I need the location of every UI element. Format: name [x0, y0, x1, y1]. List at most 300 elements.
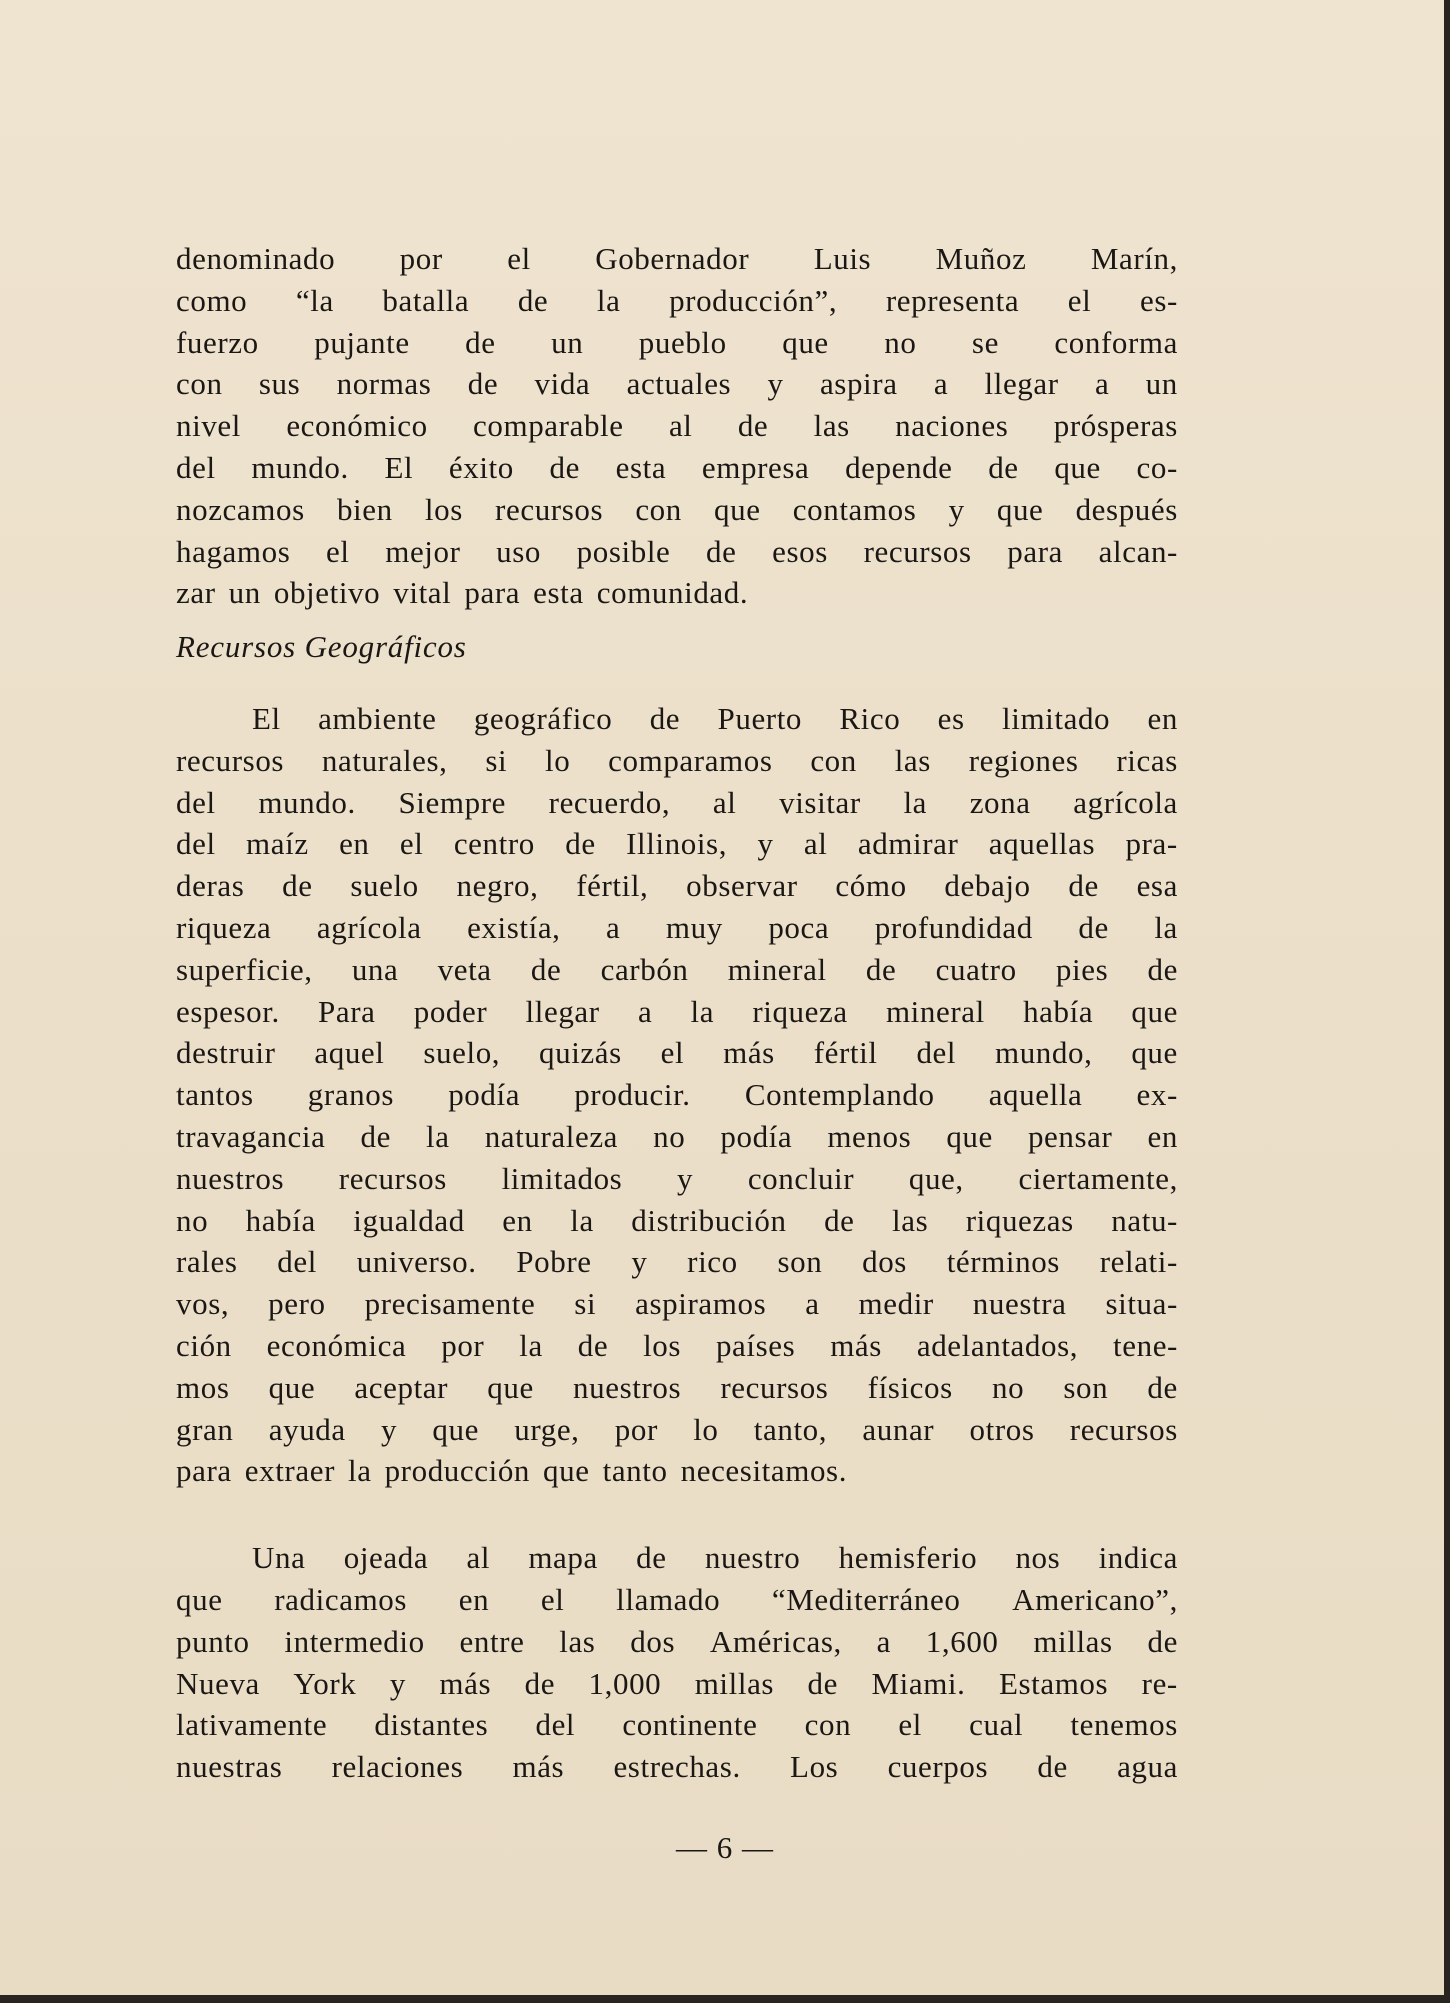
word: mineral [727, 951, 827, 987]
word: lativamente [176, 1707, 328, 1743]
word: económico [286, 408, 428, 444]
word: las [559, 1623, 596, 1659]
word: más [830, 1327, 882, 1363]
word: que [946, 1118, 993, 1154]
word: profundidad [874, 909, 1033, 945]
word: que [543, 1453, 590, 1489]
word: que [487, 1369, 534, 1405]
word: aceptar [354, 1369, 449, 1405]
word: naturaleza [484, 1118, 619, 1154]
word: universo. [356, 1244, 477, 1280]
word: nuestra [972, 1286, 1067, 1322]
word: el [540, 1581, 565, 1617]
word: poca [768, 909, 830, 945]
word: aquellas [988, 826, 1096, 862]
text-line [176, 823, 1178, 865]
word: riquezas [965, 1202, 1074, 1238]
text-line [176, 782, 1178, 824]
word: visitar [779, 784, 861, 820]
word: llamado [616, 1581, 721, 1617]
word: el [660, 1035, 685, 1071]
word: si [574, 1286, 597, 1322]
word: recursos [176, 742, 285, 778]
word: medir [858, 1286, 934, 1322]
word: alcan- [1098, 533, 1178, 569]
word: tenemos [1070, 1707, 1178, 1743]
word: 1,600 [925, 1623, 999, 1659]
word: Para [318, 993, 376, 1029]
word: Siempre [398, 784, 506, 820]
word: naciones [895, 408, 1009, 444]
word: granos [307, 1077, 395, 1113]
word: suelo, [423, 1035, 501, 1071]
word: co- [1136, 449, 1178, 485]
word: naturales, [321, 742, 448, 778]
text-line [176, 1367, 1178, 1409]
word: nos [1015, 1540, 1061, 1576]
word: mapa [528, 1540, 598, 1576]
word: económica [266, 1327, 407, 1363]
word: llegar [984, 366, 1059, 402]
word: vida [534, 366, 591, 402]
word: de [524, 1665, 556, 1701]
word: suelo [350, 868, 419, 904]
word: ayuda [268, 1411, 346, 1447]
word: nuestras [176, 1749, 283, 1785]
word: superficie, [176, 951, 313, 987]
word: distribución [631, 1202, 787, 1238]
text-line [176, 1074, 1178, 1116]
section-heading: Recursos Geográficos [176, 629, 467, 665]
word: nozcamos [176, 491, 305, 527]
word: el [898, 1707, 922, 1743]
word: Gobernador [595, 241, 750, 276]
word: para [464, 575, 521, 611]
word: situa- [1105, 1286, 1178, 1322]
word: entre [459, 1623, 525, 1659]
word: limitado [1002, 700, 1111, 736]
word: y [677, 1160, 694, 1196]
word: cuerpos [887, 1749, 989, 1785]
word: de [649, 700, 681, 736]
word: existía, [467, 909, 561, 945]
text-line [176, 991, 1178, 1033]
word: aspiramos [635, 1286, 767, 1322]
word: negro, [456, 868, 539, 904]
word: que, [908, 1160, 964, 1196]
word: producción”, [669, 282, 838, 318]
word: a [637, 993, 653, 1029]
word: denominado [176, 241, 336, 276]
text-line [176, 1158, 1178, 1200]
paragraph [176, 238, 1178, 614]
text-line [176, 907, 1178, 949]
text-line [176, 1409, 1178, 1451]
word: Luis [813, 241, 872, 276]
word: de [549, 449, 580, 485]
word: mundo. [258, 784, 356, 820]
word: veta [437, 951, 492, 987]
word: nivel [176, 408, 241, 444]
word: en [339, 826, 370, 862]
word: el [326, 533, 350, 569]
word: y [389, 1665, 406, 1701]
word: Nueva [176, 1665, 260, 1701]
word: países [715, 1327, 796, 1363]
word: la [519, 1327, 543, 1363]
word: lo [545, 742, 571, 778]
word: para [176, 1453, 232, 1489]
word: que [714, 491, 761, 527]
word: que [268, 1369, 316, 1405]
word: actuales [626, 366, 732, 402]
word: no [884, 324, 917, 360]
word: y [948, 491, 965, 527]
word: producir. [574, 1077, 691, 1113]
word: Americano”, [1012, 1581, 1178, 1617]
word: posible [576, 533, 671, 569]
word: adelantados, [916, 1327, 1079, 1363]
word: El [384, 449, 414, 485]
word: en [502, 1202, 533, 1238]
word: lo [693, 1411, 719, 1447]
word: comparable [473, 408, 624, 444]
word: extraer [244, 1453, 335, 1489]
word: esos [772, 533, 828, 569]
word: Estamos [998, 1665, 1109, 1701]
word: la [1154, 909, 1178, 945]
word: de [865, 951, 897, 987]
word: del [176, 826, 216, 862]
text-line [176, 405, 1178, 447]
word: fértil [813, 1035, 878, 1071]
word: de [360, 1118, 391, 1154]
word: tanto [602, 1453, 668, 1489]
text-line [176, 322, 1178, 364]
text-line [176, 489, 1178, 531]
text-line [176, 740, 1178, 782]
word: de [1068, 868, 1099, 904]
word: la [426, 1118, 450, 1154]
word: esa [1136, 868, 1178, 904]
text-line [176, 1241, 1178, 1283]
paragraph [176, 698, 1178, 1492]
word: son [777, 1244, 823, 1280]
word: nuestro [704, 1540, 801, 1576]
word: zar [176, 575, 216, 611]
word: la [690, 993, 715, 1029]
word: bien [336, 491, 393, 527]
word: como [176, 282, 248, 318]
word: muy [665, 909, 723, 945]
page-bottom-edge [0, 1995, 1450, 2003]
text-line [176, 572, 1178, 614]
word: un [228, 575, 261, 611]
word: Contemplando [744, 1077, 935, 1113]
word: nuestros [176, 1160, 285, 1196]
text-line [176, 1663, 1178, 1705]
word: continente [622, 1707, 758, 1743]
word: de [467, 366, 499, 402]
word: millas [1033, 1623, 1113, 1659]
word: Marín, [1090, 241, 1178, 276]
word: de [517, 282, 549, 318]
word: la [596, 282, 621, 318]
word: vital [393, 575, 452, 611]
word: intermedio [284, 1623, 425, 1659]
word: comparamos [608, 742, 773, 778]
word: aquella [988, 1077, 1083, 1113]
word: recursos [863, 533, 972, 569]
word: depende [845, 449, 953, 485]
word: por [441, 1327, 485, 1363]
word: con [635, 491, 682, 527]
word: había [1023, 993, 1094, 1029]
word: 1,000 [588, 1665, 662, 1701]
word: al [668, 408, 693, 444]
word: Puerto [717, 700, 803, 736]
word: necesitamos. [680, 1453, 848, 1489]
word: Pobre [516, 1244, 592, 1280]
intro-paragraph [176, 238, 1178, 614]
word: que [782, 324, 829, 360]
word: de [1078, 909, 1109, 945]
word: rales [176, 1244, 238, 1280]
word: geográfico [473, 700, 613, 736]
word: de [1147, 1369, 1178, 1405]
word: términos [946, 1244, 1060, 1280]
text-line [176, 1200, 1178, 1242]
word: con [804, 1707, 852, 1743]
word: que [176, 1581, 223, 1617]
word: aspira [819, 366, 898, 402]
word: hagamos [176, 533, 291, 569]
word: hemisferio [838, 1540, 978, 1576]
text-line [176, 1621, 1178, 1663]
word: deras [176, 868, 245, 904]
paragraph-gap [176, 1492, 1178, 1537]
word: precisamente [364, 1286, 536, 1322]
word: las [894, 742, 931, 778]
word: rico [687, 1244, 738, 1280]
word: El [252, 700, 281, 736]
body-text [176, 238, 1178, 1788]
word: a [606, 909, 621, 945]
word: cómo [835, 868, 907, 904]
word: el [1067, 282, 1092, 318]
word: y [767, 366, 784, 402]
word: Américas, [709, 1623, 842, 1659]
text-line [176, 949, 1178, 991]
word: más [512, 1749, 565, 1785]
word: centro [453, 826, 535, 862]
word: no [176, 1202, 209, 1238]
word: agrícola [316, 909, 422, 945]
word: mundo. [251, 449, 349, 485]
word: cual [969, 1707, 1024, 1743]
word: esta [615, 449, 667, 485]
word: representa [885, 282, 1020, 318]
text-line [176, 698, 1178, 740]
text-line [176, 865, 1178, 907]
word: son [1063, 1369, 1109, 1405]
word: fértil, [576, 868, 649, 904]
word: quizás [539, 1035, 622, 1071]
word: las [813, 408, 850, 444]
word: contamos [792, 491, 917, 527]
word: a [805, 1286, 820, 1322]
word: de [988, 449, 1019, 485]
word: mejor [385, 533, 461, 569]
word: de [565, 826, 596, 862]
word: vos, [176, 1286, 230, 1322]
word: que [1131, 993, 1178, 1029]
word: Muñoz [935, 241, 1027, 276]
word: objetivo [273, 575, 381, 611]
word: pujante [314, 324, 410, 360]
word: concluir [747, 1160, 855, 1196]
word: esta [533, 575, 584, 611]
word: millas [694, 1665, 775, 1701]
word: de [706, 533, 737, 569]
word: de [577, 1327, 609, 1363]
word: los [643, 1327, 682, 1363]
word: en [1147, 1118, 1178, 1154]
word: ambiente [318, 700, 437, 736]
word: “la [295, 282, 334, 318]
word: Miami. [871, 1665, 966, 1701]
word: el [507, 241, 531, 276]
word: Los [790, 1749, 839, 1785]
word: menos [827, 1118, 912, 1154]
word: la [348, 1453, 372, 1489]
text-line [176, 280, 1178, 322]
word: York [293, 1665, 357, 1701]
word: travagancia [176, 1118, 326, 1154]
word: pueblo [638, 324, 727, 360]
text-line [176, 1579, 1178, 1621]
word: por [399, 241, 443, 276]
word: ricas [1116, 742, 1178, 778]
word: que [1131, 1035, 1178, 1071]
word: pensar [1027, 1118, 1113, 1154]
word: la [903, 784, 928, 820]
word: ojeada [343, 1540, 429, 1576]
text-line [176, 531, 1178, 573]
word: Una [252, 1540, 306, 1576]
word: con [176, 366, 223, 402]
word: riqueza [176, 909, 272, 945]
word: es- [1139, 282, 1178, 318]
word: de [1147, 951, 1178, 987]
word: dos [630, 1623, 676, 1659]
word: que [432, 1411, 479, 1447]
word: empresa [701, 449, 810, 485]
word: aunar [862, 1411, 935, 1447]
word: del [176, 784, 216, 820]
text-line [176, 363, 1178, 405]
word: no [991, 1369, 1025, 1405]
word: éxito [448, 449, 514, 485]
word: de [1147, 1623, 1178, 1659]
word: del [176, 449, 216, 485]
word: Illinois, [626, 826, 728, 862]
word: limitados [501, 1160, 623, 1196]
word: recursos [720, 1369, 829, 1405]
word: conforma [1054, 324, 1178, 360]
word: podía [448, 1077, 521, 1113]
word: por [614, 1411, 658, 1447]
paragraph [176, 1537, 1178, 1788]
word: al [466, 1540, 491, 1576]
word: tanto, [753, 1411, 828, 1447]
word: uso [496, 533, 542, 569]
word: mineral [885, 993, 985, 1029]
word: había [245, 1202, 316, 1238]
word: a [933, 366, 949, 402]
word: físicos [867, 1369, 953, 1405]
word: producción [384, 1453, 531, 1489]
word: podía [720, 1118, 793, 1154]
word: y [381, 1411, 398, 1447]
word: del [277, 1244, 317, 1280]
word: un [551, 324, 584, 360]
word: agrícola [1073, 784, 1178, 820]
word: comunidad. [596, 575, 749, 611]
word: para [1007, 533, 1064, 569]
word: la [570, 1202, 594, 1238]
word: agua [1117, 1749, 1178, 1785]
word: más [439, 1665, 492, 1701]
word: debajo [944, 868, 1031, 904]
word: recursos [495, 491, 604, 527]
word: regiones [968, 742, 1079, 778]
word: que [996, 491, 1044, 527]
word: espesor. [176, 993, 280, 1029]
word: riqueza [752, 993, 848, 1029]
word: carbón [600, 951, 689, 987]
page-edge-shadow [1444, 0, 1450, 2003]
word: “Mediterráneo [771, 1581, 961, 1617]
word: punto [176, 1623, 250, 1659]
word: a [876, 1623, 891, 1659]
word: nuestros [573, 1369, 682, 1405]
word: Rico [839, 700, 901, 736]
word: de [737, 408, 769, 444]
word: poder [413, 993, 488, 1029]
word: zona [969, 784, 1031, 820]
word: natu- [1111, 1202, 1178, 1238]
word: cuatro [935, 951, 1017, 987]
word: de [530, 951, 562, 987]
word: se [971, 324, 999, 360]
word: con [810, 742, 857, 778]
text-line [176, 1032, 1178, 1074]
section-body [176, 698, 1178, 1788]
word: recuerdo, [548, 784, 671, 820]
word: del [916, 1035, 957, 1071]
word: destruir [176, 1035, 276, 1071]
word: observar [686, 868, 798, 904]
word: maíz [246, 826, 309, 862]
word: prósperas [1053, 408, 1178, 444]
word: mundo, [994, 1035, 1093, 1071]
word: en [1147, 700, 1178, 736]
word: re- [1141, 1665, 1178, 1701]
word: los [424, 491, 463, 527]
word: batalla [382, 282, 470, 318]
word: pero [268, 1286, 326, 1322]
